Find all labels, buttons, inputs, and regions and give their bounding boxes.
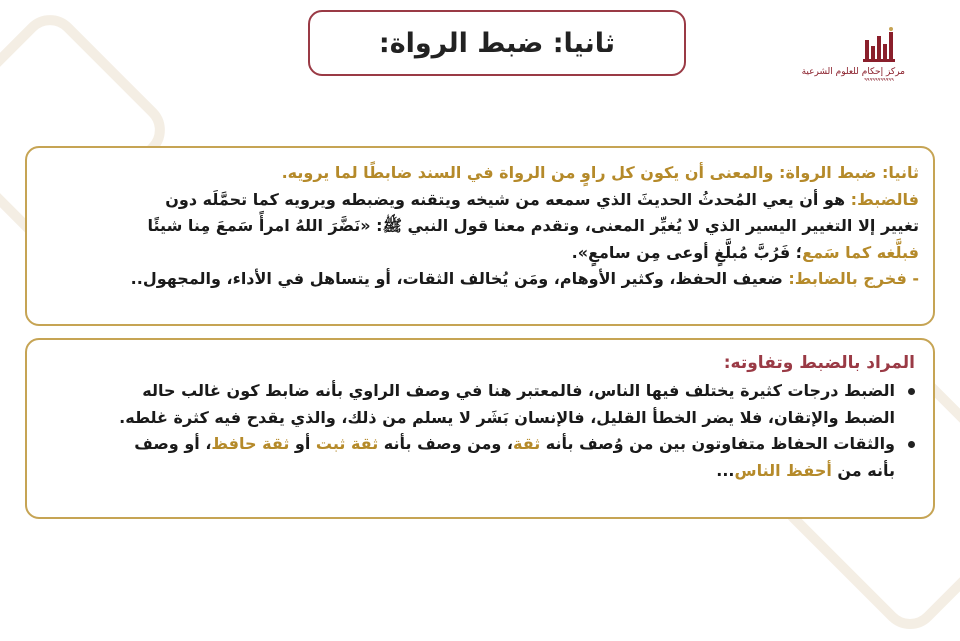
definition-label: ثانيا: ضبط الرواة:	[779, 163, 919, 182]
logo-number: ٩٩٩٩٩٩٩٩٩٩٩	[864, 77, 894, 83]
meaning-heading: المراد بالضبط وتفاوته:	[723, 353, 915, 373]
definition-line	[41, 240, 919, 267]
text-segment: ، ومن وصف بأنه	[378, 434, 513, 453]
term-highlight: أحفظ الناس	[734, 460, 832, 480]
text-segment: والثقات الحفاظ متفاوتون بين من وُصف بأنه	[540, 434, 895, 453]
definition-text: والمعنى أن يكون كل راوٍ من الرواة في السند ضابطًا لما يرويه.	[281, 163, 780, 182]
list-item-text: الضبط درجات كثيرة يختلف فيها الناس، فالمعتبر هنا في وصف الراوي بأنه ضابط كون غالب حاله	[142, 381, 895, 400]
definition-text: ضعيف الحفظ، وكثير الأوهام، ومَن يُخالف الثقات، أو يتساهل في الأداء، والمجهول..	[130, 269, 789, 288]
term-highlight: ثقة حافظ	[211, 434, 290, 453]
definition-label: - فخرج بالضابط:	[788, 269, 919, 288]
logo	[801, 26, 905, 92]
definition-label: فالضبط:	[850, 189, 919, 209]
bullet-icon	[908, 388, 915, 395]
text-segment: ، أو وصف	[134, 434, 212, 453]
definition-text: هو أن يعي المُحدثُ الحديثَ الذي سمعه من شيخه ويتقنه ويضبطه ويرويه كما تحمَّلَه دون	[165, 189, 851, 209]
term-highlight: ثقة	[513, 434, 541, 453]
title-box	[308, 10, 686, 76]
definition-line	[41, 160, 919, 187]
logo-subtitle: مركز إحكام للعلوم الشرعية	[801, 67, 905, 77]
definition-line	[41, 187, 919, 214]
meaning-box	[25, 338, 935, 519]
list-item	[41, 431, 915, 484]
bullet-icon	[908, 441, 915, 448]
text-segment: أو	[289, 434, 316, 453]
page-title: ثانيا: ضبط الرواة:	[378, 27, 616, 59]
text-segment: ...	[716, 460, 735, 480]
definition-box	[25, 146, 935, 326]
text-segment: بأنه من	[831, 460, 895, 480]
list-item-text: الضبط والإتقان، فلا يضر الخطأ القليل، فالإنسان بَشَر لا يسلم من ذلك، والذي يقدح فيه كثرة غلطه.	[119, 407, 895, 427]
definition-line	[41, 266, 919, 293]
list-item-text	[41, 431, 915, 458]
definition-label: فبلَّغه كما سَمع	[802, 242, 919, 262]
definition-line: تغيير إلا التغيير اليسير الذي لا يُغيِّر المعنى، وتقدم معنا قول النبي ﷺ: «نَضَّرَ اللهُ امرأً سَمعَ مِنا شيئًا	[147, 216, 919, 235]
list-item-text	[41, 458, 915, 485]
term-highlight: ثقة ثبت	[315, 434, 379, 453]
logo-mark-icon	[859, 26, 899, 66]
definition-text: ؛ فَرُبَّ مُبلَّغٍ أوعى مِن سامعٍ».	[571, 242, 803, 262]
list-item	[41, 378, 915, 431]
